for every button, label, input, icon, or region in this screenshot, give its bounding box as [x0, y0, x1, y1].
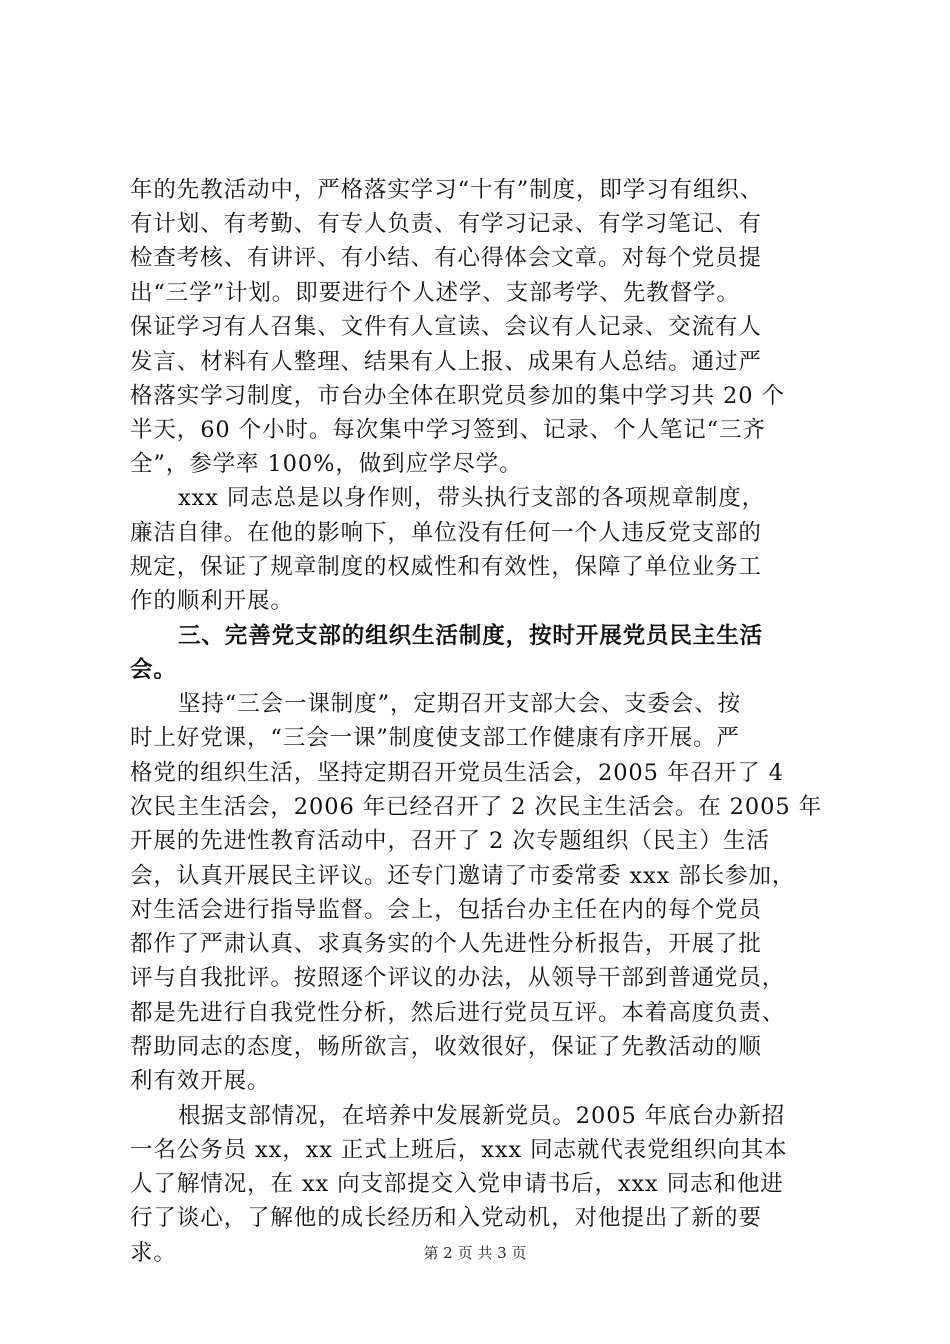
body-text-line: 开展的先进性教育活动中，召开了 2 次专题组织（民主）生活 [130, 828, 770, 854]
body-text-line: 保证学习有人召集、文件有人宣读、会议有人记录、交流有人 [130, 314, 762, 340]
body-text-line: 全”，参学率 100%，做到应学尽学。 [130, 451, 523, 477]
body-text-line: 格党的组织生活，坚持定期召开党员生活会，2005 年召开了 4 [130, 760, 784, 786]
body-text-line: 利有效开展。 [130, 1068, 271, 1094]
body-text-line: 坚持“三会一课制度”，定期召开支部大会、支委会、按 [178, 691, 742, 717]
body-text-line: 评与自我批评。按照逐个评议的办法，从领导干部到普通党员， [130, 965, 786, 991]
body-text-line: 出“三学”计划。即要进行个人述学、支部考学、先教督学。 [130, 280, 740, 306]
body-text-line: 对生活会进行指导监督。会上，包括台办主任在内的每个党员 [130, 897, 762, 923]
page-footer: 第 2 页 共 3 页 [423, 1244, 527, 1262]
body-text-line: 年的先教活动中，严格落实学习“十有”制度，即学习有组织、 [130, 177, 764, 203]
body-text-line: 廉洁自律。在他的影响下，单位没有任何一个人违反党支部的 [130, 520, 762, 546]
body-text-line: 时上好党课，“三会一课”制度使支部工作健康有序开展。严 [130, 725, 740, 751]
body-text-line: xxx 同志总是以身作则，带头执行支部的各项规章制度， [178, 485, 766, 511]
body-text-line: 有计划、有考勤、有专人负责、有学习记录、有学习笔记、有 [130, 211, 762, 237]
body-text-line: 发言、材料有人整理、结果有人上报、成果有人总结。通过严 [130, 349, 762, 375]
body-text-line: 格落实学习制度，市台办全体在职党员参加的集中学习共 20 个 [130, 383, 785, 409]
body-text-line: 规定，保证了规章制度的权威性和有效性，保障了单位业务工 [130, 554, 762, 580]
body-text-line: 作的顺利开展。 [130, 588, 294, 614]
body-text-line: 根据支部情况，在培养中发展新党员。2005 年底台办新招 [178, 1103, 786, 1129]
body-text-line: 都是先进行自我党性分析，然后进行党员互评。本着高度负责、 [130, 1000, 786, 1026]
body-text-line: 求。 [130, 1240, 177, 1266]
body-text-line: 帮助同志的态度，畅所欲言，收效很好，保证了先教活动的顺 [130, 1034, 762, 1060]
body-text-line: 都作了严肃认真、求真务实的个人先进性分析报告，开展了批 [130, 931, 762, 957]
body-text-line: 半天，60 个小时。每次集中学习签到、记录、个人笔记“三齐 [130, 417, 766, 443]
body-text-line: 一名公务员 xx，xx 正式上班后，xxx 同志就代表党组织向其本 [130, 1137, 788, 1163]
body-text-line: 次民主生活会，2006 年已经召开了 2 次民主生活会。在 2005 年 [130, 794, 822, 820]
section-heading: 会。 [130, 657, 177, 683]
body-text-line: 检查考核、有讲评、有小结、有心得体会文章。对每个党员提 [130, 245, 762, 271]
body-text-line: 行了谈心，了解他的成长经历和入党动机，对他提出了新的要 [130, 1205, 762, 1231]
body-text-line: 会，认真开展民主评议。还专门邀请了市委常委 xxx 部长参加， [130, 863, 796, 889]
section-heading: 三、完善党支部的组织生活制度，按时开展党员民主生活 [178, 623, 764, 649]
body-text-line: 人了解情况，在 xx 向支部提交入党申请书后，xxx 同志和他进 [130, 1171, 784, 1197]
